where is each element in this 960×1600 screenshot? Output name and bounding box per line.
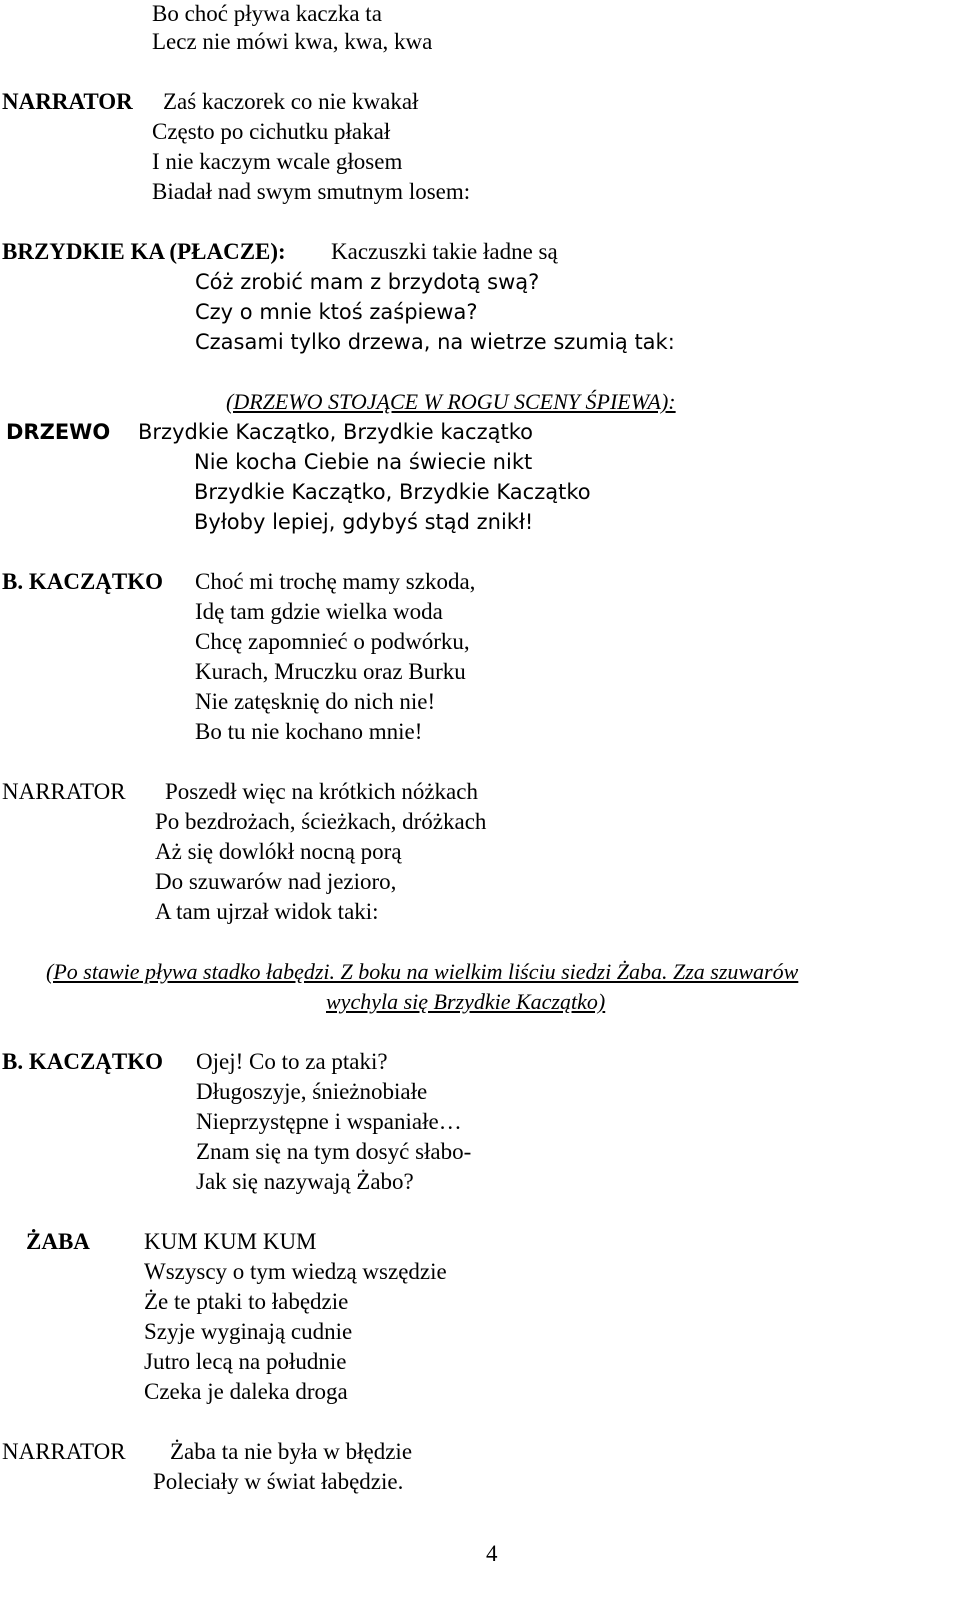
speaker-label: NARRATOR	[2, 89, 133, 114]
verse-line: Idę tam gdzie wielka woda	[195, 599, 443, 624]
verse-line: Czy o mnie ktoś zaśpiewa?	[195, 300, 478, 324]
page-number: 4	[486, 1541, 498, 1566]
verse-line: Do szuwarów nad jezioro,	[155, 869, 397, 894]
verse-line: Długoszyje, śnieżnobiałe	[196, 1079, 428, 1104]
speaker-label: B. KACZĄTKO	[2, 569, 164, 594]
verse-line: Poleciały w świat łabędzie.	[153, 1469, 404, 1494]
speaker-label: DRZEWO	[6, 420, 111, 444]
verse-line: Lecz nie mówi kwa, kwa, kwa	[152, 29, 433, 54]
verse-line: Poszedł więc na krótkich nóżkach	[165, 779, 478, 804]
verse-line: Nie zatęsknię do nich nie!	[195, 689, 436, 714]
speaker-label: NARRATOR	[2, 1439, 126, 1464]
verse-line: Kaczuszki takie ładne są	[331, 239, 558, 264]
verse-line: Jutro lecą na południe	[144, 1349, 347, 1374]
verse-line: Bo choć pływa kaczka ta	[152, 1, 382, 26]
speaker-label: ŻABA	[26, 1229, 90, 1254]
verse-line: Bo tu nie kochano mnie!	[195, 719, 423, 744]
verse-line: Czeka je daleka droga	[144, 1379, 348, 1404]
verse-line: I nie kaczym wcale głosem	[152, 149, 403, 174]
verse-line: A tam ujrzał widok taki:	[155, 899, 379, 924]
verse-line: Zaś kaczorek co nie kwakał	[163, 89, 419, 114]
stage-direction: (Po stawie pływa stadko łabędzi. Z boku na wielkim liściu siedzi Żaba. Zza szuwarów	[46, 959, 799, 984]
verse-line: Szyje wyginają cudnie	[144, 1319, 353, 1344]
stage-direction: wychyla się Brzydkie Kaczątko)	[326, 989, 606, 1014]
verse-line: Nieprzystępne i wspaniałe…	[196, 1109, 462, 1134]
verse-line: Po bezdrożach, ścieżkach, dróżkach	[155, 809, 487, 834]
verse-line: Brzydkie Kaczątko, Brzydkie Kaczątko	[194, 480, 591, 504]
verse-line: Że te ptaki to łabędzie	[144, 1289, 349, 1314]
verse-line: Żaba ta nie była w błędzie	[170, 1439, 413, 1464]
speaker-label: NARRATOR	[2, 779, 126, 804]
verse-line: Jak się nazywają Żabo?	[196, 1169, 414, 1194]
verse-line: Aż się dowlókł nocną porą	[155, 839, 402, 864]
verse-line: Czasami tylko drzewa, na wietrze szumią tak:	[195, 330, 675, 354]
verse-line: Ojej! Co to za ptaki?	[196, 1049, 388, 1074]
verse-line: Biadał nad swym smutnym losem:	[152, 179, 471, 204]
verse-line: Znam się na tym dosyć słabo-	[196, 1139, 472, 1164]
verse-line: Cóż zrobić mam z brzydotą swą?	[195, 270, 540, 294]
verse-line: KUM KUM KUM	[144, 1229, 317, 1254]
verse-line: Choć mi trochę mamy szkoda,	[195, 569, 476, 594]
verse-line: Kurach, Mruczku oraz Burku	[195, 659, 466, 684]
verse-line: Chcę zapomnieć o podwórku,	[195, 629, 470, 654]
speaker-label: BRZYDKIE KA (PŁACZE):	[2, 239, 286, 264]
speaker-label: B. KACZĄTKO	[2, 1049, 164, 1074]
stage-direction: (DRZEWO STOJĄCE W ROGU SCENY ŚPIEWA):	[226, 389, 676, 414]
verse-line: Byłoby lepiej, gdybyś stąd znikł!	[194, 510, 534, 534]
verse-line: Wszyscy o tym wiedzą wszędzie	[144, 1259, 447, 1284]
verse-line: Nie kocha Ciebie na świecie nikt	[194, 450, 533, 474]
verse-line: Brzydkie Kaczątko, Brzydkie kaczątko	[138, 420, 533, 444]
verse-line: Często po cichutku płakał	[152, 119, 391, 144]
